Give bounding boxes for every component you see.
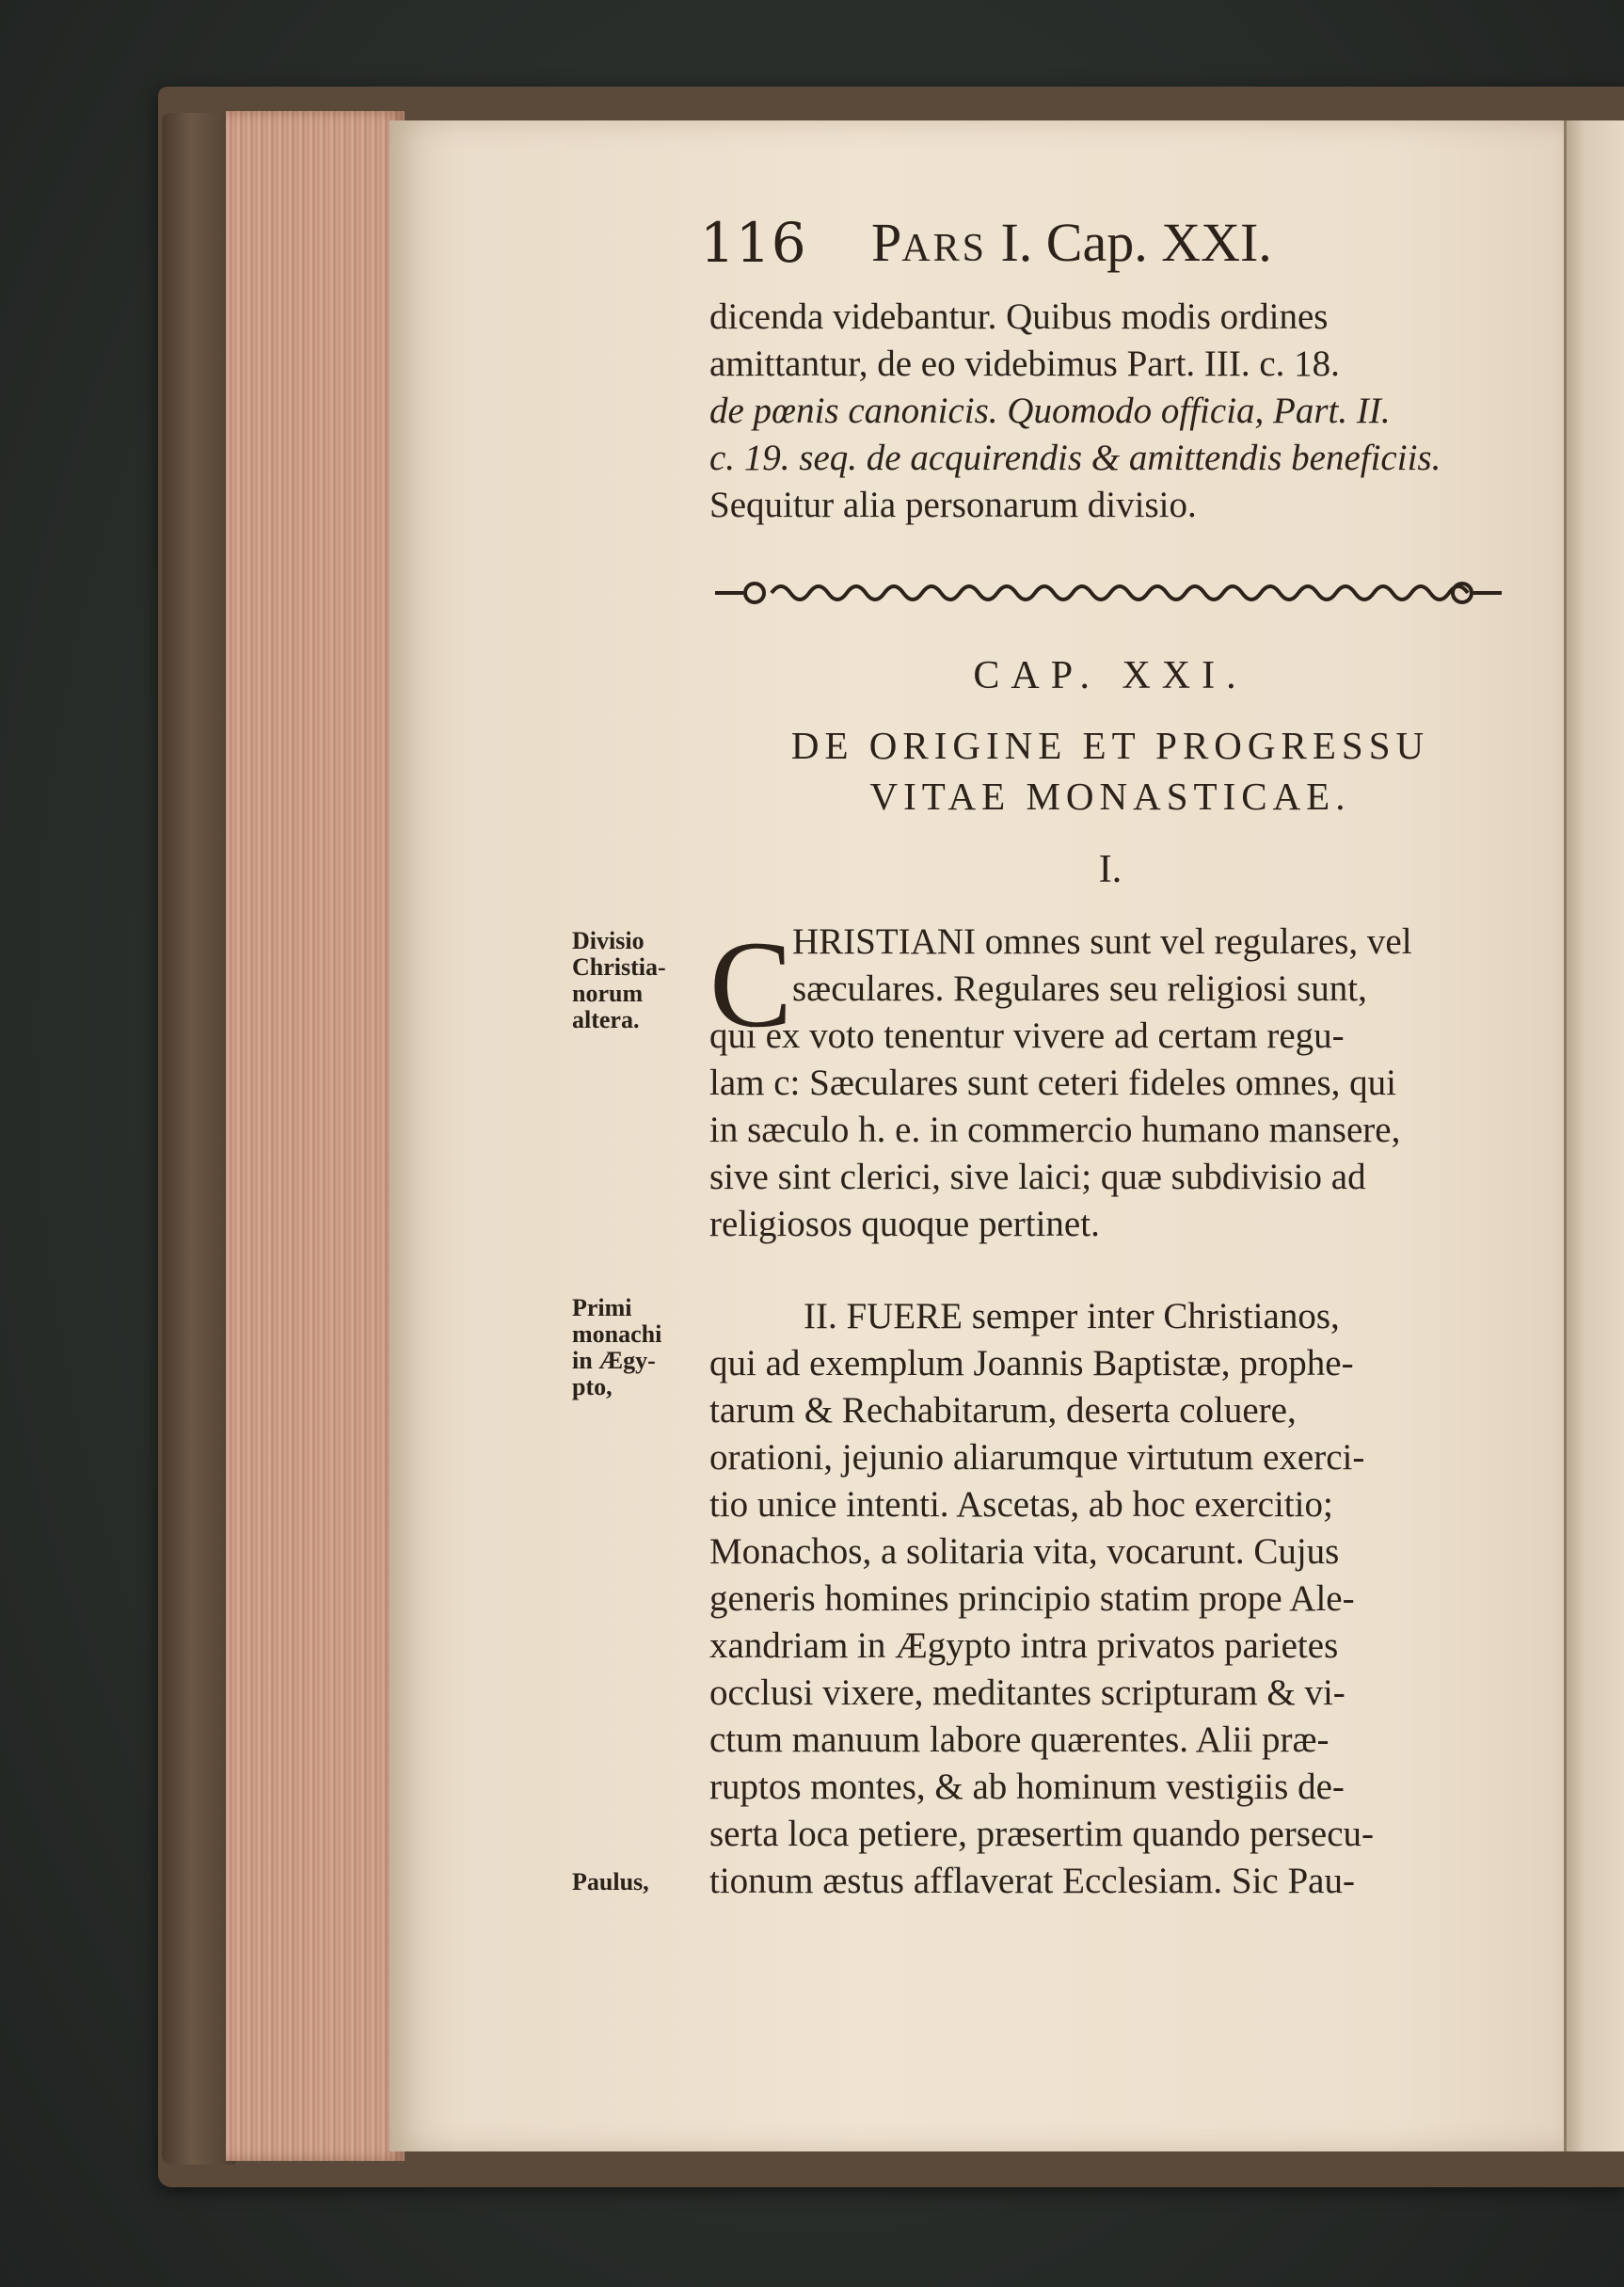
margin-note-line: Divisio	[572, 927, 645, 954]
page-number: 116	[700, 211, 807, 275]
margin-note-primi	[572, 1295, 694, 1400]
margin-note-line: norum	[572, 980, 644, 1007]
margin-note-divisio	[572, 928, 694, 1033]
text-line: c. 19. seq. de acquirendis & amittendis beneficiis.	[709, 438, 1441, 478]
text-line: qui ad exemplum Joannis Baptistæ, prophe-	[709, 1343, 1354, 1383]
margin-note-line: in Ægy-	[572, 1347, 656, 1374]
text-line: tio unice intenti. Ascetas, ab hoc exercitio;	[709, 1484, 1333, 1525]
margin-note-line: monachi	[572, 1320, 662, 1348]
chapter-label: CAP. XXI.	[973, 654, 1248, 697]
margin-note-line: Paulus,	[572, 1868, 649, 1895]
text-line: HRISTIANI omnes sunt vel regulares, vel	[792, 921, 1412, 962]
text-line: occlusi vixere, meditantes scripturam & vi-	[709, 1672, 1345, 1713]
margin-note-paulus	[572, 1869, 694, 1895]
margin-note-line: pto,	[572, 1373, 613, 1400]
text-line: Monachos, a solitaria vita, vocarunt. Cujus	[709, 1531, 1340, 1572]
text-line: II. FUERE semper inter Christianos,	[804, 1296, 1340, 1336]
margin-note-line: Christia-	[572, 953, 666, 981]
text-line: sive sint clerici, sive laici; quæ subdivisio ad	[709, 1157, 1366, 1197]
running-head-rest: I. Cap. XXI.	[986, 212, 1272, 273]
running-head-initial: P	[871, 212, 902, 273]
text-line: tionum æstus afflaverat Ecclesiam. Sic Pau-	[709, 1861, 1355, 1901]
facing-page-edge	[1564, 120, 1624, 2151]
text-line: orationi, jejunio aliarumque virtutum exerci-	[709, 1437, 1365, 1478]
book-page	[390, 120, 1564, 2151]
book-spine	[162, 113, 235, 2165]
text-line: tarum & Rechabitarum, deserta coluere,	[709, 1390, 1297, 1431]
text-line: in sæculo h. e. in commercio humano mansere,	[709, 1110, 1401, 1150]
text-line: generis homines principio statim prope Ale-	[709, 1578, 1355, 1619]
margin-note-line: Primi	[572, 1294, 632, 1321]
chapter-title-line1: DE ORIGINE ET PROGRESSU	[790, 724, 1430, 767]
margin-note-line: altera.	[572, 1006, 640, 1033]
ornamental-divider	[706, 574, 1511, 612]
page-edges	[226, 111, 405, 2161]
text-line: dicenda videbantur. Quibus modis ordines	[709, 296, 1329, 337]
text-line: amittantur, de eo videbimus Part. III. c. 18.	[709, 344, 1340, 384]
text-line: lam c: Sæculares sunt ceteri fideles omnes, qui	[709, 1063, 1396, 1103]
drop-cap: C	[709, 915, 793, 1053]
running-head-smallcaps: ARS	[901, 227, 987, 270]
section-number: I.	[1098, 848, 1122, 891]
text-line: Sequitur alia personarum divisio.	[709, 485, 1197, 525]
chapter-title-line2: VITAE MONASTICAE.	[869, 775, 1351, 818]
text-line: xandriam in Ægypto intra privatos parietes	[709, 1625, 1339, 1666]
text-line: ruptos montes, & ab hominum vestigiis de-	[709, 1767, 1345, 1807]
text-line: religiosos quoque pertinet.	[709, 1204, 1100, 1244]
running-head	[871, 211, 1272, 274]
text-line: serta loca petiere, præsertim quando persecu-	[709, 1814, 1375, 1854]
text-line: ctum manuum labore quærentes. Alii præ-	[709, 1719, 1329, 1760]
text-line: de pœnis canonicis. Quomodo officia, Part. II.	[709, 391, 1391, 431]
text-line: qui ex voto tenentur vivere ad certam regu-	[709, 1016, 1345, 1056]
text-line: sæculares. Regulares seu religiosi sunt,	[792, 968, 1367, 1009]
